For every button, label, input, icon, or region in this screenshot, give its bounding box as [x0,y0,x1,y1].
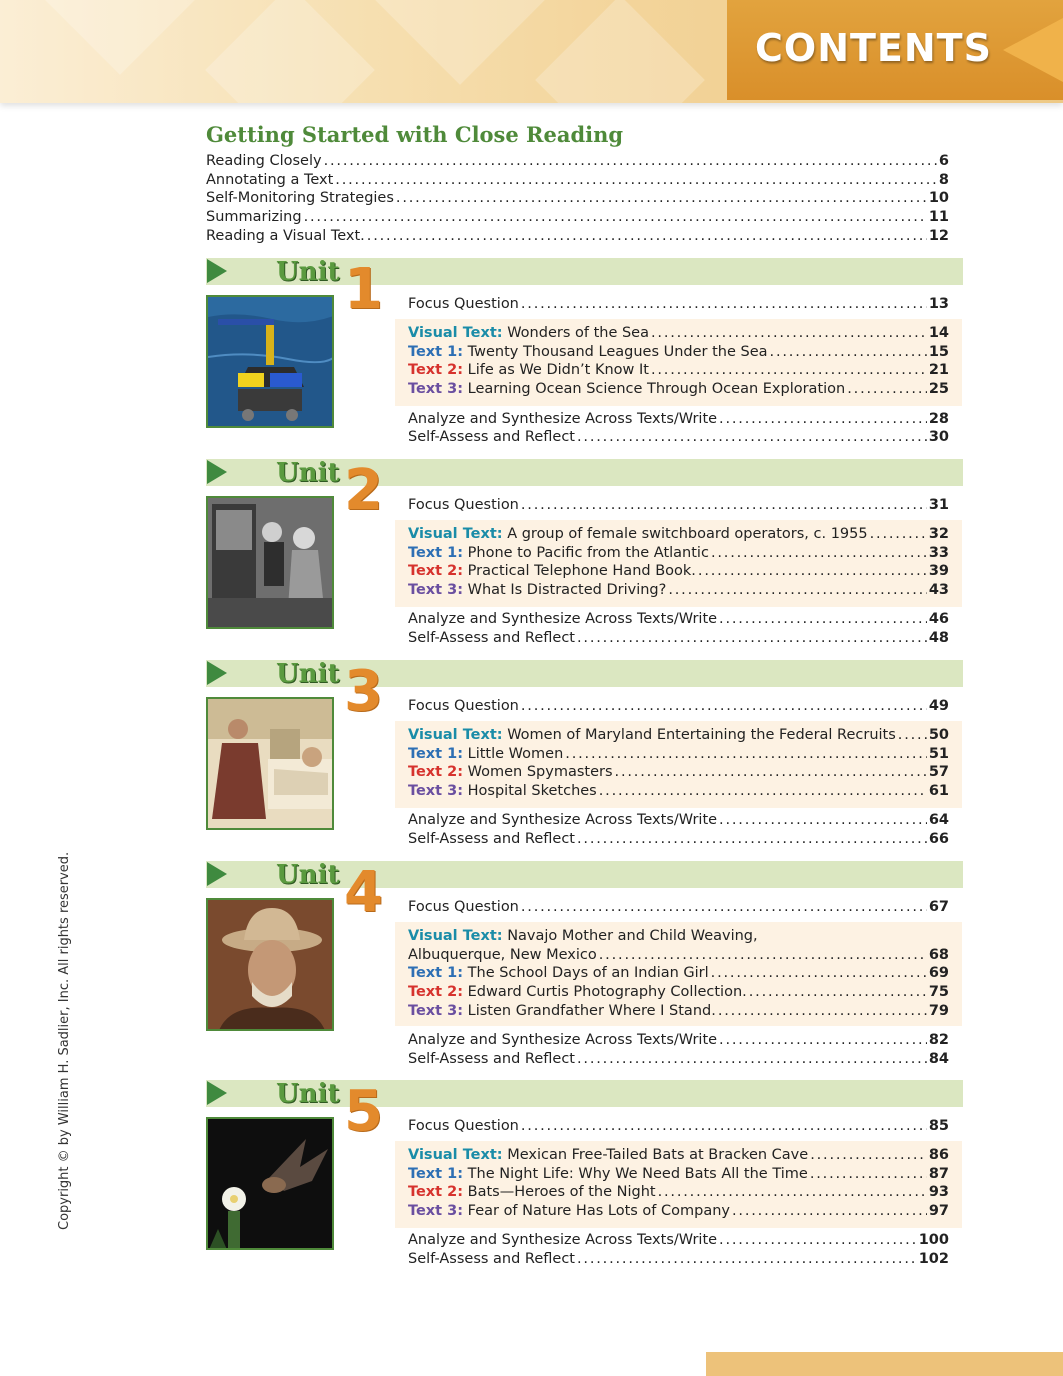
entry-title: Learning Ocean Science Through Ocean Exploration [467,381,846,397]
toc-entry[interactable] [408,361,949,379]
entry-title: Women Spymasters [467,764,613,780]
entry-title: What Is Distracted Driving? [467,582,667,598]
entry-title: Life as We Didn’t Know It [467,362,649,378]
toc-entry[interactable] [206,152,949,170]
entry-prefix: Text 1: [408,1166,464,1182]
toc-entry-label: Analyze and Synthesize Across Texts/Write [408,1232,718,1248]
entry-prefix: Text 3: [408,1203,464,1219]
dot-leader [324,152,937,170]
focus-question-entry[interactable] [408,898,949,916]
toc-entry-label: Focus Question [408,296,519,312]
toc-entry-page: 86 [928,1147,949,1163]
switchboard-operators-photo-icon [206,496,334,629]
toc-entry[interactable] [408,1231,949,1249]
toc-entry-label: Annotating a Text [206,172,334,188]
entry-title: The Night Life: Why We Need Bats All the Time [467,1166,808,1182]
dot-leader [577,428,927,446]
entry-title: Twenty Thousand Leagues Under the Sea [467,344,768,360]
dot-leader [521,496,927,514]
toc-entry-label: Self-Monitoring Strategies [206,190,394,206]
toc-entry-label: Self-Assess and Reflect [408,1051,575,1067]
toc-entry[interactable] [408,581,949,599]
toc-entry-line-1[interactable] [408,927,949,945]
entry-prefix: Text 1: [408,965,464,981]
toc-entry-page: 50 [928,727,949,743]
toc-entry-page: 51 [928,746,949,762]
play-arrow-icon [207,661,227,685]
toc-entry[interactable] [408,1202,949,1220]
toc-entry-page: 57 [928,764,949,780]
entry-title: Little Women [467,746,564,762]
toc-entry-page: 102 [918,1251,949,1267]
entry-prefix: Text 2: [408,764,464,780]
entry-prefix: Visual Text: [408,1147,503,1163]
unit-number: 5 [344,1079,383,1144]
toc-entry[interactable] [408,428,949,446]
entry-prefix: Visual Text: [408,727,503,743]
toc-entry[interactable] [206,189,949,207]
header-banner [0,0,1063,103]
entry-prefix: Visual Text: [408,325,503,341]
dot-leader [396,189,927,207]
toc-entry-label: Summarizing [206,209,302,225]
toc-entry[interactable] [408,726,949,744]
toc-entry-page: 87 [928,1166,949,1182]
toc-entry-label: Self-Assess and Reflect [408,429,575,445]
unit-label: Unit [276,1079,340,1109]
toc-entry[interactable] [408,525,949,543]
civil-war-hospital-illustration-icon [206,697,334,830]
focus-question-entry[interactable] [408,1117,949,1135]
toc-entry-page: 33 [928,545,949,561]
entry-prefix: Visual Text: [408,928,503,944]
toc-entry[interactable] [408,610,949,628]
entry-prefix: Text 2: [408,362,464,378]
toc-entry[interactable] [408,964,949,982]
toc-entry[interactable] [408,811,949,829]
dot-leader [810,1165,927,1183]
edward-curtis-portrait-photo-icon [206,898,334,1031]
toc-entry-label: Self-Assess and Reflect [408,1251,575,1267]
toc-entry-page: 12 [928,228,949,244]
toc-entry[interactable] [408,782,949,800]
toc-entry-page: 39 [928,563,949,579]
toc-entry-label: Reading Closely [206,153,322,169]
dot-leader [577,830,927,848]
toc-entry-page: 8 [938,172,949,188]
play-arrow-icon [207,460,227,484]
toc-entry-page: 6 [938,153,949,169]
entry-prefix: Text 3: [408,582,464,598]
focus-question-entry[interactable] [408,496,949,514]
dot-leader [698,562,927,580]
entry-title: Navajo Mother and Child Weaving, [507,928,758,944]
underwater-rov-photo-icon [206,295,334,428]
entry-prefix: Text 2: [408,984,464,1000]
bat-and-cactus-flower-photo-icon [206,1117,334,1250]
toc-entry-label: Focus Question [408,698,519,714]
focus-question-entry[interactable] [408,697,949,715]
toc-entry[interactable] [408,1002,949,1020]
toc-entry-page: 14 [928,325,949,341]
play-arrow-icon [207,862,227,886]
page-title: CONTENTS [755,26,992,70]
toc-entry-label: Focus Question [408,1118,519,1134]
entry-prefix: Text 3: [408,783,464,799]
toc-entry-page: 100 [918,1232,949,1248]
entry-prefix: Visual Text: [408,526,503,542]
toc-entry-page: 15 [928,344,949,360]
dot-leader [577,1250,917,1268]
footer-accent-bar [706,1352,1063,1376]
dot-leader [719,1231,917,1249]
dot-leader [577,1050,927,1068]
dot-leader [718,1002,927,1020]
unit-label: Unit [276,659,340,689]
dot-leader [719,1031,927,1049]
toc-entry[interactable] [408,1250,949,1268]
toc-entry-page: 84 [928,1051,949,1067]
play-arrow-icon [207,1081,227,1105]
entry-title: The School Days of an Indian Girl [467,965,709,981]
toc-entry-page: 49 [928,698,949,714]
dot-leader [719,610,927,628]
toc-entry[interactable] [408,380,949,398]
unit-label: Unit [276,458,340,488]
toc-entry[interactable] [408,1183,949,1201]
section-title-getting-started: Getting Started with Close Reading [206,122,624,147]
toc-entry-label: Reading a Visual Text. [206,228,365,244]
dot-leader [810,1146,927,1164]
dot-leader [847,380,927,398]
toc-entry-label: Self-Assess and Reflect [408,831,575,847]
toc-entry[interactable] [206,171,949,189]
toc-entry-page: 82 [928,1032,949,1048]
toc-entry[interactable] [408,1165,949,1183]
toc-entry-page: 93 [928,1184,949,1200]
entry-title: Mexican Free-Tailed Bats at Bracken Cave [507,1147,809,1163]
toc-entry-page: 11 [928,209,949,225]
entry-title: Practical Telephone Hand Book. [467,563,696,579]
toc-entry-page: 61 [928,783,949,799]
toc-entry-page: 67 [928,899,949,915]
dot-leader [335,171,937,189]
dot-leader [732,1202,927,1220]
toc-entry-page: 28 [928,411,949,427]
dot-leader [719,410,927,428]
dot-leader [521,898,927,916]
toc-entry[interactable] [408,745,949,763]
toc-entry[interactable] [408,1146,949,1164]
toc-entry[interactable] [408,983,949,1001]
entry-title: Fear of Nature Has Lots of Company [467,1203,730,1219]
entry-prefix: Text 3: [408,381,464,397]
unit-label: Unit [276,257,340,287]
toc-entry-label: Analyze and Synthesize Across Texts/Write [408,611,718,627]
dot-leader [304,208,927,226]
toc-entry-page: 31 [928,497,949,513]
dot-leader [770,343,927,361]
toc-entry-page: 32 [928,526,949,542]
toc-entry-label: Analyze and Synthesize Across Texts/Write [408,411,718,427]
entry-title: Phone to Pacific from the Atlantic [467,545,709,561]
dot-leader [599,946,927,964]
dot-leader [367,227,927,245]
dot-leader [658,1183,927,1201]
toc-entry-page: 75 [928,984,949,1000]
toc-entry-page: 21 [928,362,949,378]
toc-entry-page: 85 [928,1118,949,1134]
unit-number: 2 [344,458,383,523]
toc-entry[interactable] [408,830,949,848]
toc-entry-page: 79 [928,1003,949,1019]
entry-prefix: Text 1: [408,746,464,762]
toc-entry[interactable] [408,544,949,562]
unit-number: 3 [344,659,383,724]
entry-prefix: Text 3: [408,1003,464,1019]
toc-entry-page: 66 [928,831,949,847]
entry-prefix: Text 1: [408,344,464,360]
dot-leader [711,964,927,982]
entry-title: A group of female switchboard operators, c. 1955 [507,526,868,542]
tab-arrow-icon [1003,18,1063,82]
toc-entry[interactable] [206,208,949,226]
dot-leader [651,361,927,379]
toc-entry-label: Analyze and Synthesize Across Texts/Write [408,812,718,828]
dot-leader [521,1117,927,1135]
entry-prefix: Text 1: [408,545,464,561]
dot-leader [870,525,927,543]
toc-entry[interactable] [408,1031,949,1049]
toc-entry-page: 43 [928,582,949,598]
toc-entry-page: 30 [928,429,949,445]
entry-title: Edward Curtis Photography Collection. [467,984,747,1000]
dot-leader [668,581,926,599]
dot-leader [898,726,927,744]
toc-entry-label: Focus Question [408,497,519,513]
toc-entry-page: 68 [928,947,949,963]
toc-entry[interactable] [408,946,949,964]
toc-entry[interactable] [408,763,949,781]
toc-entry[interactable] [408,629,949,647]
dot-leader [615,763,927,781]
toc-entry-page: 13 [928,296,949,312]
toc-entry-page: 46 [928,611,949,627]
dot-leader [749,983,927,1001]
toc-entry[interactable] [408,324,949,342]
play-arrow-icon [207,259,227,283]
dot-leader [719,811,927,829]
toc-entry-page: 69 [928,965,949,981]
toc-entry[interactable] [206,227,949,245]
toc-entry[interactable] [408,562,949,580]
dot-leader [599,782,927,800]
toc-entry-page: 64 [928,812,949,828]
entry-prefix: Text 2: [408,1184,464,1200]
toc-entry[interactable] [408,410,949,428]
unit-number: 4 [344,860,383,925]
toc-entry[interactable] [408,1050,949,1068]
entry-title: Wonders of the Sea [507,325,649,341]
toc-entry-page: 48 [928,630,949,646]
entry-title: Bats—Heroes of the Night [467,1184,656,1200]
unit-label: Unit [276,860,340,890]
entry-prefix: Text 2: [408,563,464,579]
toc-entry-label: Focus Question [408,899,519,915]
entry-title: Hospital Sketches [467,783,597,799]
entry-title: Listen Grandfather Where I Stand. [467,1003,716,1019]
copyright-notice: Copyright © by William H. Sadlier, Inc. All rights reserved. [57,851,72,1230]
dot-leader [565,745,927,763]
toc-entry[interactable] [408,343,949,361]
toc-entry-page: 25 [928,381,949,397]
toc-entry-label: Analyze and Synthesize Across Texts/Write [408,1032,718,1048]
unit-number: 1 [344,257,383,322]
focus-question-entry[interactable] [408,295,949,313]
toc-entry-label: Self-Assess and Reflect [408,630,575,646]
toc-entry-page: 10 [928,190,949,206]
toc-entry-page: 97 [928,1203,949,1219]
entry-title: Women of Maryland Entertaining the Federal Recruits [507,727,896,743]
entry-title-continued: Albuquerque, New Mexico [408,947,597,963]
dot-leader [711,544,927,562]
dot-leader [577,629,927,647]
dot-leader [521,295,927,313]
dot-leader [521,697,927,715]
dot-leader [651,324,927,342]
